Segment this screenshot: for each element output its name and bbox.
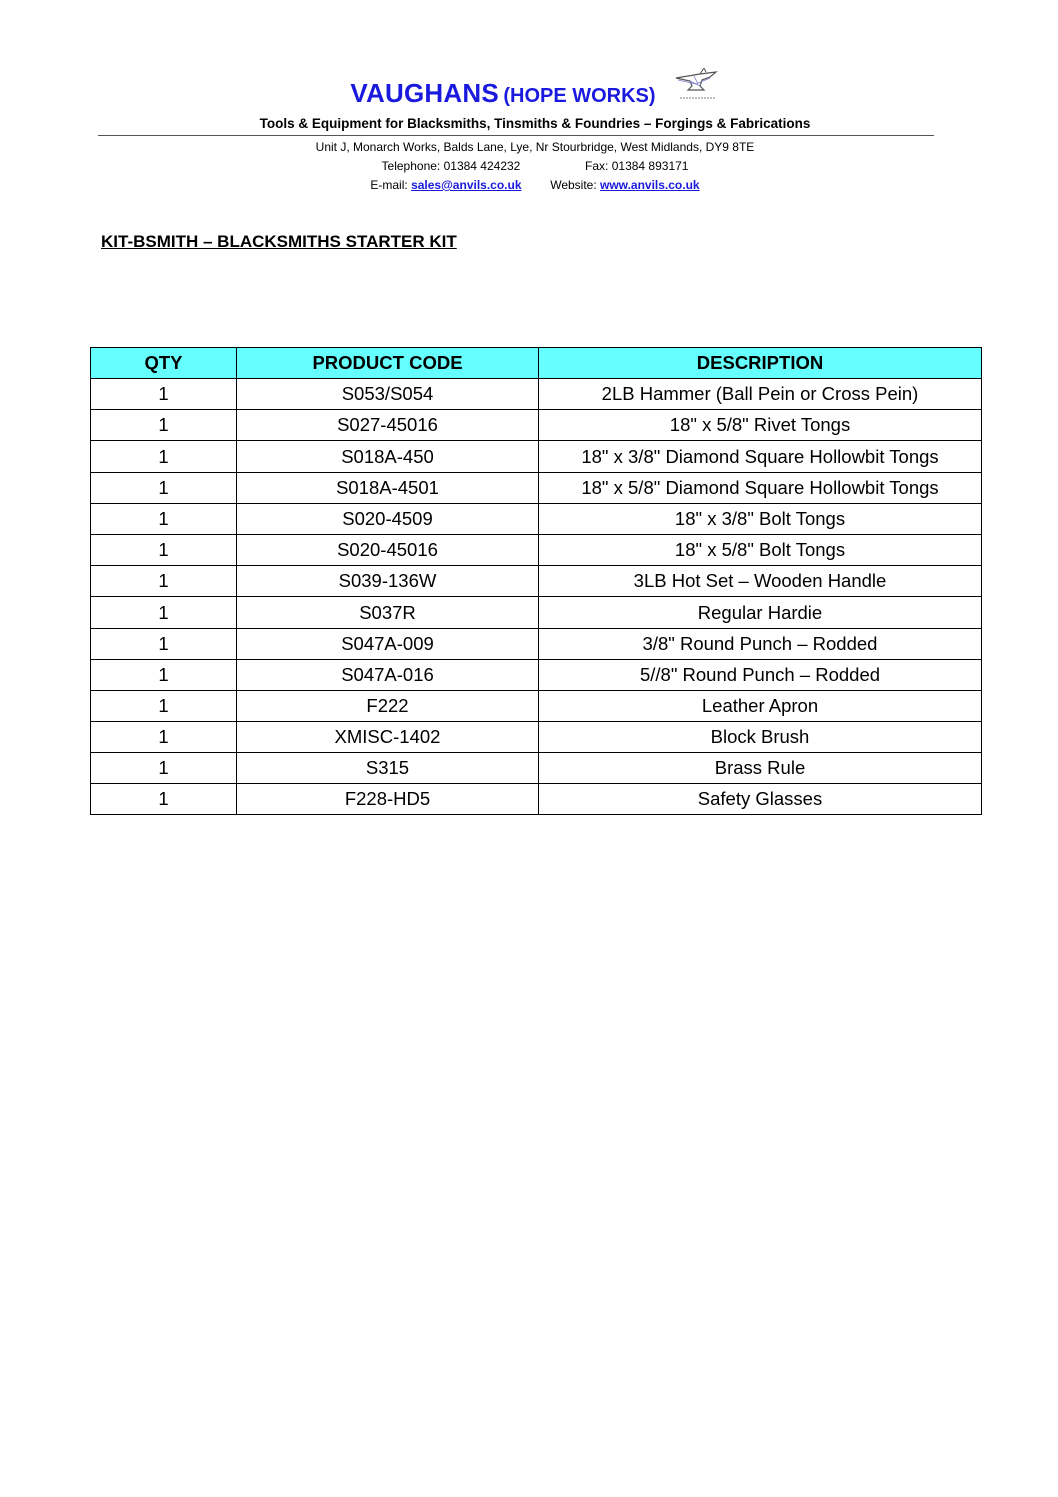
header-product-code: PRODUCT CODE: [237, 348, 539, 379]
cell-product-code: S020-45016: [237, 535, 539, 566]
cell-description: Leather Apron: [539, 691, 982, 722]
company-address: Unit J, Monarch Works, Balds Lane, Lye, Nr Stourbridge, West Midlands, DY9 8TE: [315, 140, 755, 154]
cell-qty: 1: [91, 473, 237, 504]
header-description: DESCRIPTION: [539, 348, 982, 379]
header-qty: QTY: [91, 348, 237, 379]
cell-qty: 1: [91, 379, 237, 410]
table-row: [91, 629, 982, 660]
table-header-row: [91, 348, 982, 379]
cell-qty: 1: [91, 597, 237, 629]
table-row: [91, 535, 982, 566]
cell-product-code: XMISC-1402: [237, 722, 539, 753]
cell-description: 5//8" Round Punch – Rodded: [539, 660, 982, 691]
cell-product-code: S020-4509: [237, 504, 539, 535]
page-title: KIT-BSMITH – BLACKSMITHS STARTER KIT: [101, 232, 457, 251]
email-link[interactable]: sales@anvils.co.uk: [411, 178, 522, 192]
cell-qty: 1: [91, 566, 237, 597]
cell-description: Brass Rule: [539, 753, 982, 784]
kit-table: [90, 347, 982, 815]
table-row: [91, 660, 982, 691]
telephone-label: Telephone:: [381, 159, 441, 173]
cell-qty: 1: [91, 629, 237, 660]
cell-qty: 1: [91, 753, 237, 784]
cell-product-code: S047A-016: [237, 660, 539, 691]
cell-qty: 1: [91, 691, 237, 722]
fax-number: 01384 893171: [611, 159, 689, 173]
table-row: [91, 504, 982, 535]
cell-product-code: F222: [237, 691, 539, 722]
fax-label: Fax:: [585, 159, 609, 173]
table-row: [91, 410, 982, 441]
cell-qty: 1: [91, 410, 237, 441]
cell-product-code: S053/S054: [237, 379, 539, 410]
cell-description: 2LB Hammer (Ball Pein or Cross Pein): [539, 379, 982, 410]
company-tagline: Tools & Equipment for Blacksmiths, Tinsmiths & Foundries – Forgings & Fabrications: [259, 116, 811, 131]
company-name: [0, 78, 1006, 109]
table-row: [91, 753, 982, 784]
cell-description: Regular Hardie: [539, 597, 982, 629]
table-row: [91, 597, 982, 629]
header-divider: [98, 135, 934, 136]
cell-product-code: S027-45016: [237, 410, 539, 441]
cell-description: 18" x 5/8" Bolt Tongs: [539, 535, 982, 566]
cell-description: 18" x 3/8" Diamond Square Hollowbit Tongs: [539, 441, 982, 473]
company-name-sub: (HOPE WORKS): [503, 85, 656, 107]
cell-qty: 1: [91, 784, 237, 815]
company-name-main: VAUGHANS: [350, 78, 499, 108]
table-row: [91, 441, 982, 473]
email-label: E-mail:: [370, 178, 408, 192]
contact-email-website: [0, 178, 1058, 192]
table-row: [91, 566, 982, 597]
table-body: [91, 379, 982, 815]
cell-description: Block Brush: [539, 722, 982, 753]
table-row: [91, 473, 982, 504]
cell-description: 3LB Hot Set – Wooden Handle: [539, 566, 982, 597]
cell-qty: 1: [91, 441, 237, 473]
telephone-number: 01384 424232: [443, 159, 521, 173]
cell-description: 18" x 5/8" Rivet Tongs: [539, 410, 982, 441]
table-row: [91, 784, 982, 815]
cell-qty: 1: [91, 722, 237, 753]
cell-description: Safety Glasses: [539, 784, 982, 815]
table-row: [91, 691, 982, 722]
cell-product-code: S018A-450: [237, 441, 539, 473]
cell-qty: 1: [91, 660, 237, 691]
cell-description: 3/8" Round Punch – Rodded: [539, 629, 982, 660]
cell-description: 18" x 3/8" Bolt Tongs: [539, 504, 982, 535]
website-label: Website:: [550, 178, 597, 192]
anvil-icon: [670, 68, 722, 106]
cell-product-code: S018A-4501: [237, 473, 539, 504]
cell-qty: 1: [91, 535, 237, 566]
website-link[interactable]: www.anvils.co.uk: [600, 178, 700, 192]
cell-product-code: F228-HD5: [237, 784, 539, 815]
table-row: [91, 722, 982, 753]
cell-product-code: S315: [237, 753, 539, 784]
table-row: [91, 379, 982, 410]
cell-product-code: S047A-009: [237, 629, 539, 660]
cell-description: 18" x 5/8" Diamond Square Hollowbit Tongs: [539, 473, 982, 504]
cell-qty: 1: [91, 504, 237, 535]
cell-product-code: S037R: [237, 597, 539, 629]
contact-phone-fax: [0, 159, 1058, 173]
cell-product-code: S039-136W: [237, 566, 539, 597]
